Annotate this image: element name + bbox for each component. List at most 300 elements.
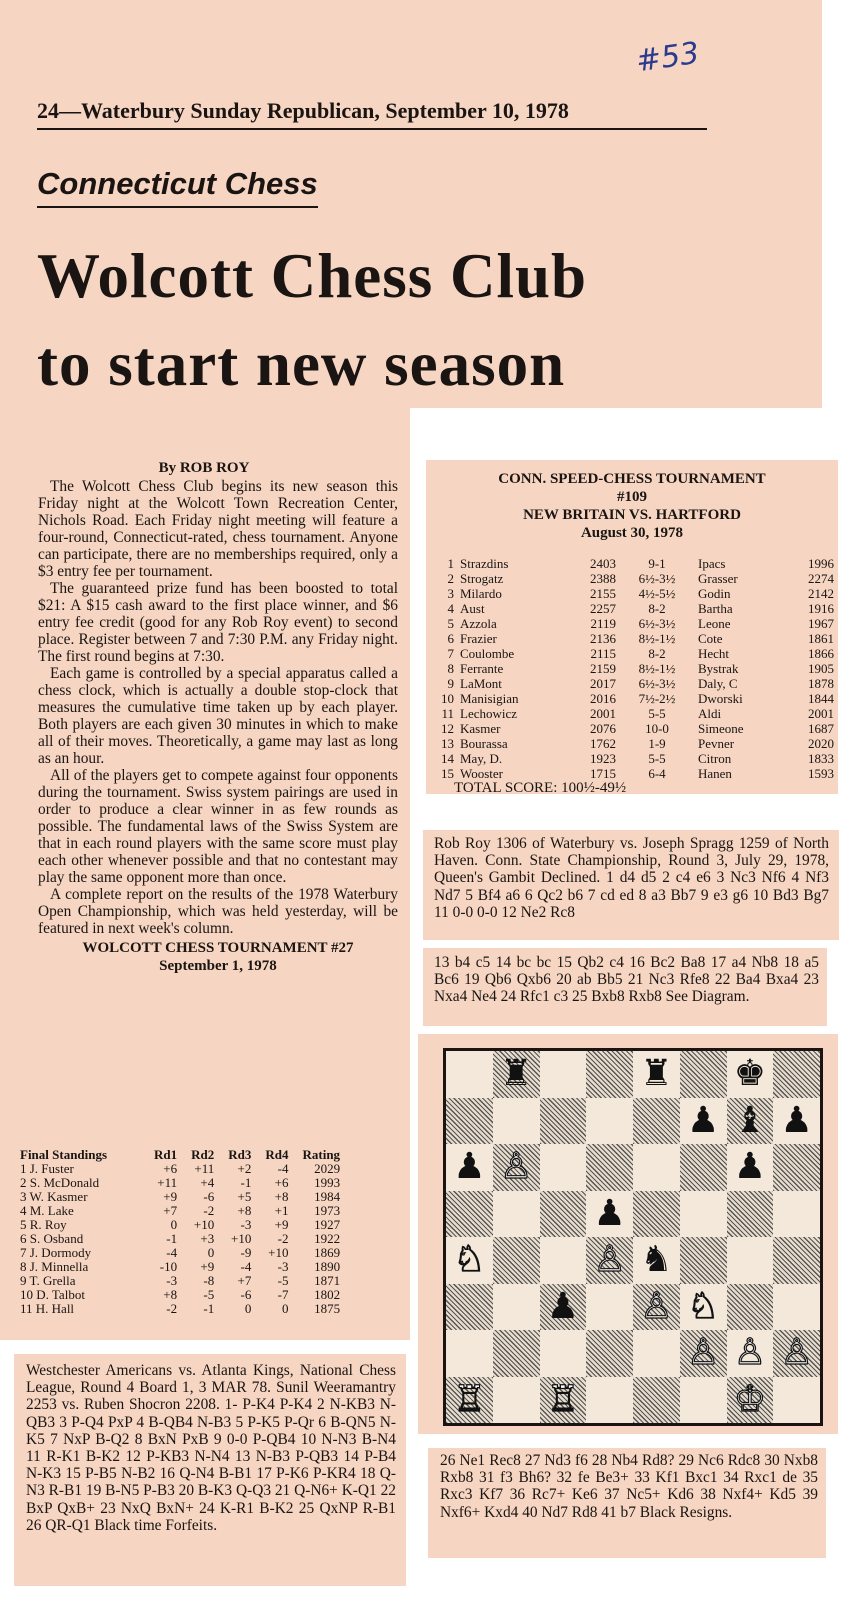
table-cell: -6 bbox=[203, 1189, 215, 1204]
table-cell: -3 bbox=[240, 1217, 252, 1232]
table-row bbox=[20, 1176, 340, 1190]
table-row bbox=[20, 1274, 340, 1288]
table-cell: +1 bbox=[274, 1203, 289, 1218]
table-row bbox=[440, 691, 840, 706]
table-cell: 2136 bbox=[590, 631, 616, 646]
table-cell: -2 bbox=[277, 1231, 289, 1246]
table-header: Rd4 bbox=[265, 1147, 289, 1162]
board-square bbox=[680, 1191, 727, 1238]
board-square bbox=[493, 1191, 540, 1238]
table-cell: 0 bbox=[244, 1301, 252, 1316]
board-square bbox=[773, 1051, 820, 1098]
table-cell: 2017 bbox=[590, 676, 616, 691]
table-cell: 6 bbox=[447, 631, 454, 646]
black-pawn-icon: ♟ bbox=[780, 1099, 813, 1141]
table-cell: 2274 bbox=[808, 571, 834, 586]
black-rook-icon: ♜ bbox=[640, 1053, 673, 1095]
wolcott-date: September 1, 1978 bbox=[159, 958, 277, 974]
black-knight-icon: ♞ bbox=[640, 1239, 673, 1281]
table-cell: 1967 bbox=[808, 616, 834, 631]
headline-line-2: to start new season bbox=[37, 329, 566, 399]
table-cell: 1916 bbox=[808, 601, 834, 616]
board-square bbox=[540, 1284, 587, 1331]
table-header: Rd2 bbox=[191, 1147, 215, 1162]
table-cell: 2016 bbox=[590, 691, 616, 706]
table-cell: -1 bbox=[166, 1231, 178, 1246]
white-pawn-icon: ♙ bbox=[780, 1332, 813, 1374]
table-cell: Grasser bbox=[698, 571, 738, 586]
table-cell: +8 bbox=[237, 1203, 252, 1218]
table-cell: -3 bbox=[166, 1273, 178, 1288]
black-pawn-icon: ♟ bbox=[546, 1285, 580, 1327]
table-row bbox=[20, 1232, 340, 1246]
table-cell: Strogatz bbox=[460, 571, 504, 586]
table-cell: 1922 bbox=[314, 1231, 341, 1246]
board-square bbox=[633, 1377, 680, 1424]
westchester-game-text: Westchester Americans vs. Atlanta Kings, National Chess League, Round 4 Board 1, 3 MAR 78. Sunil Weeramantry 2253 vs. Ruben Shocron 2208. 1- P-K4 P-K4 2 N-KB3 N-QB3 3 P-Q4 PxP 4 B-QB4 N-B3 5 P-K5 P-Qr 6 B-QN5 N-K5 7 NxP B-Q2 8 BxN PxB 9 0-0 P-QB4 10 N-N3 B-N4 11 R-K1 B-K2 12 P-KB3 N-N4 13 N-B3 P-QB3 14 P-B4 N-K3 15 P-B5 N-B2 16 Q-N4 B-B1 17 P-K6 P-KR4 18 Q-N3 R-B1 19 B-N5 P-B3 20 B-K3 Q-Q3 21 Q-N6+ K-Q1 22 BxP QxB+ 23 NxQ BxN+ 24 K-R1 B-K2 25 QxNP R-B1 26 QR-Q1 Black time Forfeits. bbox=[26, 1362, 396, 1534]
table-cell: 5-5 bbox=[648, 706, 666, 721]
table-cell: 6 S. Osband bbox=[20, 1231, 84, 1246]
table-cell: Aldi bbox=[698, 706, 722, 721]
board-square bbox=[773, 1330, 820, 1377]
chess-diagram bbox=[443, 1048, 823, 1426]
table-cell: Milardo bbox=[460, 586, 502, 601]
board-square bbox=[680, 1330, 727, 1377]
table-cell: -4 bbox=[277, 1161, 289, 1176]
table-cell: 2142 bbox=[808, 586, 834, 601]
board-square bbox=[773, 1377, 820, 1424]
black-pawn-icon: ♟ bbox=[453, 1146, 486, 1188]
white-knight-icon: ♘ bbox=[686, 1285, 720, 1327]
table-cell: Kasmer bbox=[460, 721, 501, 736]
black-king-icon: ♚ bbox=[733, 1053, 767, 1095]
board-square bbox=[493, 1051, 540, 1098]
table-cell: 15 bbox=[441, 766, 454, 781]
board-square bbox=[540, 1144, 587, 1191]
black-rook-icon: ♜ bbox=[499, 1053, 533, 1095]
white-pawn-icon: ♙ bbox=[499, 1146, 533, 1188]
table-cell: -8 bbox=[203, 1273, 215, 1288]
game-text-part-1: Rob Roy 1306 of Waterbury vs. Joseph Spragg 1259 of North Haven. Conn. State Championship, Round 3, July 29, 1978, Queen's Gambit Declined. 1 d4 d5 2 c4 e6 3 Nc3 Nf6 4 Nf3 Nd7 5 Bf4 a6 6 Qc2 b6 7 cd ed 8 a3 Bb7 9 e3 g6 10 Bd3 Bg7 11 0-0 0-0 12 Ne2 Rc8 bbox=[434, 835, 829, 921]
article-body bbox=[38, 478, 398, 975]
table-cell: +7 bbox=[163, 1203, 178, 1218]
table-cell: May, D. bbox=[460, 751, 503, 766]
table-cell: 0 bbox=[282, 1301, 289, 1316]
table-cell: +10 bbox=[193, 1217, 215, 1232]
table-cell: 2115 bbox=[590, 646, 616, 661]
board-square bbox=[586, 1330, 633, 1377]
speed-title-number: #109 bbox=[617, 489, 647, 505]
table-cell: Bystrak bbox=[698, 661, 739, 676]
wolcott-standings-table bbox=[20, 1148, 340, 1316]
board-square bbox=[773, 1098, 820, 1145]
table-cell: 8 bbox=[447, 661, 454, 676]
table-cell: 9 T. Grella bbox=[20, 1273, 76, 1288]
table-cell: 3 W. Kasmer bbox=[20, 1189, 88, 1204]
board-square bbox=[540, 1191, 587, 1238]
article-paragraph: The Wolcott Chess Club begins its new season this Friday night at the Wolcott Town Recreation Center, Nichols Road. Each Friday night meeting will feature a four-round, Connecticut-rated, chess tournament. Anyone can participate, there are no memberships required, only a $3 entry fee per tournament. bbox=[38, 478, 398, 580]
table-cell: -9 bbox=[240, 1245, 252, 1260]
table-cell: 1844 bbox=[808, 691, 834, 706]
wolcott-title: WOLCOTT CHESS TOURNAMENT #27 bbox=[82, 940, 354, 956]
table-cell: 5 bbox=[447, 616, 454, 631]
table-cell: 2403 bbox=[590, 556, 616, 571]
board-square bbox=[540, 1051, 587, 1098]
table-cell: +8 bbox=[163, 1287, 178, 1302]
table-row bbox=[440, 661, 840, 676]
board-square bbox=[586, 1144, 633, 1191]
table-cell: Wooster bbox=[460, 766, 503, 781]
table-cell: 10-0 bbox=[645, 721, 669, 736]
table-cell: -2 bbox=[166, 1301, 178, 1316]
board-square bbox=[540, 1237, 587, 1284]
table-cell: 14 bbox=[441, 751, 454, 766]
board-square bbox=[493, 1330, 540, 1377]
table-cell: 2155 bbox=[590, 586, 616, 601]
table-cell: 2001 bbox=[590, 706, 616, 721]
table-cell: Strazdins bbox=[460, 556, 509, 571]
game-text-part-3: 26 Ne1 Rec8 27 Nd3 f6 28 Nb4 Rd8? 29 Nc6 Rdc8 30 Nxb8 Rxb8 31 f3 Bh6? 32 fe Be3+ 33 Kf1 Bxc1 34 Rxc1 de 35 Rxc3 Kf7 36 Rc7+ Ke6 37 Nc5+ Kd6 38 Nxf4+ Kd5 39 Nxf6+ Kxd4 40 Nd7 Rd8 41 b7 Black Resigns. bbox=[440, 1452, 818, 1521]
table-cell: 1593 bbox=[808, 766, 834, 781]
white-pawn-icon: ♙ bbox=[733, 1332, 767, 1374]
table-cell: 2 bbox=[447, 571, 454, 586]
article-paragraph: The guaranteed prize fund has been boosted to total $21: A $15 cash award to the first place winner, and $6 entry fee credit (good for any Rob Roy event) to second place. Register between 7 and 7:30 P.M. any Friday night. The first round begins at 7:30. bbox=[38, 580, 398, 665]
speed-title-line: CONN. SPEED-CHESS TOURNAMENT bbox=[498, 471, 766, 487]
article-paragraph: Each game is controlled by a special apparatus called a chess clock, which is actually a double stop-clock that measures the cumulative time taken up by each player. Both players are each given 30 minutes in which to make all of their moves. Theoretically, a game may last as long as an hour. bbox=[38, 665, 398, 767]
table-cell: 8-2 bbox=[648, 646, 666, 661]
table-cell: 1833 bbox=[808, 751, 834, 766]
board-square bbox=[727, 1237, 774, 1284]
table-cell: 4½-5½ bbox=[638, 586, 676, 601]
table-cell: 8½-1½ bbox=[638, 661, 676, 676]
board-square bbox=[727, 1144, 774, 1191]
table-cell: 1996 bbox=[808, 556, 834, 571]
game-text-part-2: 13 b4 c5 14 bc bc 15 Qb2 c4 16 Bc2 Ba8 17 a4 Nb8 18 a5 Bc6 19 Qb6 Qxb6 20 ab Bb5 21 Nc3 Rfe8 22 Ba4 Bxa4 23 Nxa4 Ne4 24 Rfc1 c3 25 Bxb8 Rxb8 See Diagram. bbox=[434, 954, 819, 1006]
board-square bbox=[493, 1377, 540, 1424]
headline bbox=[37, 232, 817, 408]
table-row bbox=[20, 1288, 340, 1302]
table-cell: -5 bbox=[203, 1287, 215, 1302]
speed-total-score: TOTAL SCORE: 100½-49½ bbox=[454, 780, 627, 796]
board-square bbox=[633, 1051, 680, 1098]
table-cell: -3 bbox=[277, 1259, 289, 1274]
table-cell: Coulombe bbox=[460, 646, 515, 661]
board-square bbox=[633, 1237, 680, 1284]
white-pawn-icon: ♙ bbox=[640, 1285, 673, 1327]
table-cell: 6½-3½ bbox=[638, 571, 676, 586]
board-square bbox=[540, 1377, 587, 1424]
board-square bbox=[446, 1144, 493, 1191]
table-cell: Aust bbox=[460, 601, 485, 616]
table-row bbox=[440, 721, 840, 736]
table-cell: Ipacs bbox=[698, 556, 726, 571]
table-cell: 1890 bbox=[314, 1259, 341, 1274]
board-square bbox=[446, 1237, 493, 1284]
table-cell: 1984 bbox=[314, 1189, 341, 1204]
table-cell: LaMont bbox=[460, 676, 502, 691]
table-cell: 4 bbox=[447, 601, 454, 616]
table-cell: +4 bbox=[200, 1175, 215, 1190]
table-cell: Ferrante bbox=[460, 661, 504, 676]
board-square bbox=[586, 1098, 633, 1145]
table-row bbox=[440, 601, 840, 616]
table-header: Final Standings bbox=[20, 1147, 108, 1162]
handwritten-note: #53 bbox=[633, 35, 702, 80]
board-square bbox=[773, 1237, 820, 1284]
table-header: Rd1 bbox=[154, 1147, 178, 1162]
table-cell: Manisigian bbox=[460, 691, 519, 706]
table-cell: 7½-2½ bbox=[638, 691, 676, 706]
board-square bbox=[680, 1051, 727, 1098]
table-row bbox=[440, 751, 840, 766]
table-cell: 13 bbox=[441, 736, 454, 751]
board-square bbox=[773, 1144, 820, 1191]
table-cell: 5-5 bbox=[648, 751, 666, 766]
table-cell: -10 bbox=[159, 1259, 178, 1274]
headline-line-1: Wolcott Chess Club bbox=[37, 241, 588, 311]
table-cell: -2 bbox=[203, 1203, 215, 1218]
board-square bbox=[586, 1377, 633, 1424]
table-cell: +8 bbox=[274, 1189, 289, 1204]
table-cell: 2 S. McDonald bbox=[20, 1175, 100, 1190]
table-cell: +11 bbox=[194, 1161, 215, 1176]
table-cell: -1 bbox=[240, 1175, 252, 1190]
table-cell: Hecht bbox=[698, 646, 730, 661]
table-cell: 2020 bbox=[808, 736, 834, 751]
table-cell: Daly, C bbox=[698, 676, 738, 691]
table-cell: +9 bbox=[200, 1259, 215, 1274]
table-cell: 11 H. Hall bbox=[20, 1301, 75, 1316]
table-cell: +6 bbox=[163, 1161, 178, 1176]
table-cell: Frazier bbox=[460, 631, 497, 646]
table-cell: 2159 bbox=[590, 661, 616, 676]
board-square bbox=[680, 1284, 727, 1331]
board-square bbox=[727, 1377, 774, 1424]
table-cell: Bourassa bbox=[460, 736, 508, 751]
table-cell: Pevner bbox=[698, 736, 735, 751]
black-pawn-icon: ♟ bbox=[593, 1192, 626, 1234]
table-row bbox=[20, 1204, 340, 1218]
table-cell: 6-4 bbox=[648, 766, 666, 781]
board-square bbox=[586, 1237, 633, 1284]
board-square bbox=[680, 1377, 727, 1424]
white-pawn-icon: ♙ bbox=[593, 1239, 626, 1281]
table-row bbox=[440, 586, 840, 601]
table-cell: +6 bbox=[274, 1175, 289, 1190]
table-cell: 2257 bbox=[590, 601, 616, 616]
black-bishop-icon: ♝ bbox=[733, 1099, 767, 1141]
table-row bbox=[440, 646, 840, 661]
board-square bbox=[727, 1284, 774, 1331]
table-cell: 9-1 bbox=[648, 556, 666, 571]
table-cell: 4 M. Lake bbox=[20, 1203, 74, 1218]
table-row bbox=[20, 1246, 340, 1260]
table-cell: +3 bbox=[200, 1231, 215, 1246]
table-cell: 6½-3½ bbox=[638, 616, 676, 631]
white-pawn-icon: ♙ bbox=[686, 1332, 720, 1374]
table-cell: -5 bbox=[277, 1273, 289, 1288]
table-cell: +9 bbox=[274, 1217, 289, 1232]
table-cell: 8½-1½ bbox=[638, 631, 676, 646]
board-square bbox=[727, 1191, 774, 1238]
table-cell: 9 bbox=[447, 676, 454, 691]
board-square bbox=[586, 1051, 633, 1098]
table-cell: Cote bbox=[698, 631, 723, 646]
board-square bbox=[680, 1098, 727, 1145]
white-king-icon: ♔ bbox=[733, 1378, 767, 1420]
table-cell: +2 bbox=[237, 1161, 252, 1176]
board-square bbox=[773, 1191, 820, 1238]
table-cell: 1715 bbox=[590, 766, 616, 781]
black-pawn-icon: ♟ bbox=[686, 1099, 720, 1141]
speed-title-date: August 30, 1978 bbox=[580, 525, 684, 541]
table-cell: 1871 bbox=[314, 1273, 341, 1288]
table-header: Rating bbox=[302, 1147, 341, 1162]
table-cell: 1762 bbox=[590, 736, 616, 751]
table-cell: 10 bbox=[441, 691, 454, 706]
table-row bbox=[440, 571, 840, 586]
table-row bbox=[20, 1162, 340, 1176]
table-cell: Lechowicz bbox=[460, 706, 518, 721]
table-row bbox=[20, 1190, 340, 1204]
board-square bbox=[773, 1284, 820, 1331]
table-cell: Simeone bbox=[698, 721, 744, 736]
dateline: 24—Waterbury Sunday Republican, September 10, 1978 bbox=[37, 98, 707, 130]
table-cell: 1923 bbox=[590, 751, 616, 766]
table-cell: 12 bbox=[441, 721, 454, 736]
table-row bbox=[440, 676, 840, 691]
table-cell: Azzola bbox=[460, 616, 497, 631]
table-cell: 1-9 bbox=[648, 736, 666, 751]
byline: By ROB ROY bbox=[158, 460, 250, 476]
table-cell: 6½-3½ bbox=[638, 676, 676, 691]
white-knight-icon: ♘ bbox=[453, 1239, 486, 1281]
table-cell: 8 J. Minnella bbox=[20, 1259, 89, 1274]
table-row bbox=[440, 706, 840, 721]
board-square bbox=[633, 1284, 680, 1331]
board-square bbox=[727, 1330, 774, 1377]
table-row bbox=[440, 556, 840, 571]
table-cell: Dworski bbox=[698, 691, 743, 706]
board-square bbox=[586, 1191, 633, 1238]
table-cell: 1993 bbox=[314, 1175, 341, 1190]
table-cell: Godin bbox=[698, 586, 731, 601]
table-row bbox=[20, 1302, 340, 1316]
table-cell: 1973 bbox=[314, 1203, 341, 1218]
board-square bbox=[540, 1330, 587, 1377]
table-cell: -4 bbox=[166, 1245, 178, 1260]
table-cell: 2388 bbox=[590, 571, 616, 586]
table-row bbox=[20, 1260, 340, 1274]
speed-title-match: NEW BRITAIN VS. HARTFORD bbox=[523, 507, 741, 523]
table-cell: 1905 bbox=[808, 661, 834, 676]
table-cell: 1 J. Fuster bbox=[20, 1161, 74, 1176]
white-rook-icon: ♖ bbox=[453, 1378, 486, 1420]
table-cell: 1687 bbox=[808, 721, 834, 736]
white-rook-icon: ♖ bbox=[546, 1378, 580, 1420]
table-cell: 0 bbox=[170, 1217, 178, 1232]
board-square bbox=[446, 1330, 493, 1377]
table-cell: 1875 bbox=[314, 1301, 341, 1316]
board-square bbox=[540, 1098, 587, 1145]
board-square bbox=[493, 1237, 540, 1284]
table-cell: Bartha bbox=[698, 601, 733, 616]
table-cell: 2076 bbox=[590, 721, 616, 736]
board-square bbox=[633, 1330, 680, 1377]
table-cell: 1869 bbox=[314, 1245, 341, 1260]
table-cell: 1861 bbox=[808, 631, 834, 646]
table-cell: 5 R. Roy bbox=[20, 1217, 67, 1232]
table-cell: +10 bbox=[268, 1245, 289, 1260]
speed-chess-title bbox=[426, 470, 838, 542]
table-cell: 2029 bbox=[314, 1161, 341, 1176]
board-square bbox=[680, 1144, 727, 1191]
table-cell: +5 bbox=[237, 1189, 252, 1204]
table-row bbox=[440, 616, 840, 631]
table-row bbox=[20, 1218, 340, 1232]
table-cell: +7 bbox=[237, 1273, 252, 1288]
board-square bbox=[446, 1191, 493, 1238]
board-square bbox=[633, 1144, 680, 1191]
table-row bbox=[440, 736, 840, 751]
board-square bbox=[446, 1377, 493, 1424]
table-cell: 1927 bbox=[314, 1217, 341, 1232]
table-cell: 1 bbox=[447, 556, 454, 571]
column-kicker: Connecticut Chess bbox=[37, 166, 318, 208]
table-cell: -6 bbox=[240, 1287, 252, 1302]
table-cell: Leone bbox=[698, 616, 731, 631]
board-square bbox=[633, 1098, 680, 1145]
table-cell: 11 bbox=[441, 706, 454, 721]
table-cell: -1 bbox=[203, 1301, 215, 1316]
table-cell: -4 bbox=[240, 1259, 252, 1274]
speed-chess-table bbox=[440, 556, 840, 781]
board-square bbox=[493, 1284, 540, 1331]
table-cell: Citron bbox=[698, 751, 732, 766]
article-paragraph: All of the players get to compete against four opponents during the tournament. Swiss system pairings are used in order to produce a clear winner in as few rounds as possible. The fundamental laws of the Swiss System are that in each round players with the same score must play each other whenever possible and that no contestant may play the same opponent more than once. bbox=[38, 767, 398, 886]
board-square bbox=[680, 1237, 727, 1284]
board-square bbox=[727, 1098, 774, 1145]
table-cell: 8-2 bbox=[648, 601, 666, 616]
wolcott-table-title bbox=[38, 939, 398, 975]
table-cell: 7 J. Dormody bbox=[20, 1245, 92, 1260]
table-cell: -7 bbox=[277, 1287, 289, 1302]
board-square bbox=[446, 1098, 493, 1145]
board-square bbox=[446, 1051, 493, 1098]
board-square bbox=[727, 1051, 774, 1098]
table-cell: 0 bbox=[207, 1245, 215, 1260]
board-square bbox=[586, 1284, 633, 1331]
table-cell: Hanen bbox=[698, 766, 732, 781]
table-cell: +10 bbox=[231, 1231, 252, 1246]
table-cell: 1878 bbox=[808, 676, 834, 691]
table-cell: 2001 bbox=[808, 706, 834, 721]
board-square bbox=[493, 1098, 540, 1145]
board-square bbox=[633, 1191, 680, 1238]
table-row bbox=[440, 766, 840, 781]
table-cell: 1802 bbox=[314, 1287, 341, 1302]
table-cell: 2119 bbox=[590, 616, 616, 631]
table-header: Rd3 bbox=[228, 1147, 252, 1162]
table-cell: 10 D. Talbot bbox=[20, 1287, 85, 1302]
article-paragraph: A complete report on the results of the 1978 Waterbury Open Championship, which was held yesterday, will be featured in next week's column. bbox=[38, 886, 398, 937]
board-square bbox=[493, 1144, 540, 1191]
table-cell: 7 bbox=[447, 646, 454, 661]
table-cell: +11 bbox=[157, 1175, 178, 1190]
table-cell: 3 bbox=[447, 586, 454, 601]
black-pawn-icon: ♟ bbox=[733, 1146, 767, 1188]
board-square bbox=[446, 1284, 493, 1331]
